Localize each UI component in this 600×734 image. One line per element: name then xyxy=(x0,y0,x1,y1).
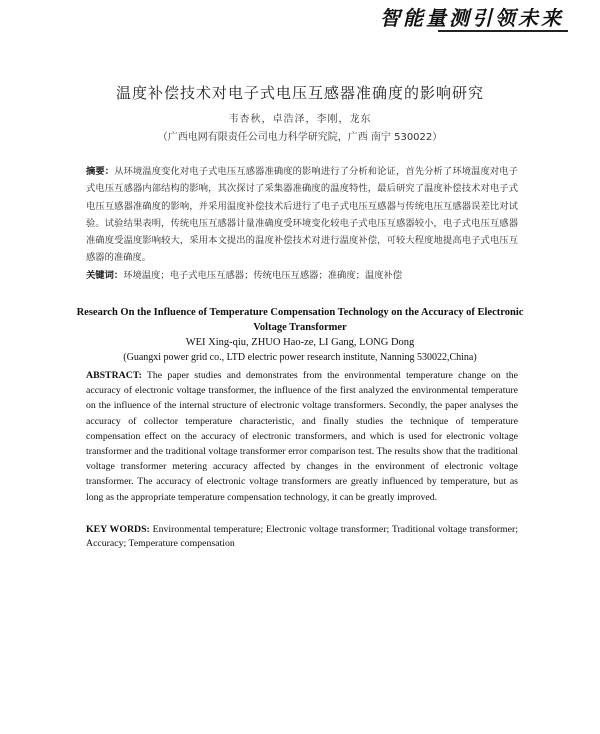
masthead-underline xyxy=(438,30,568,32)
english-abstract-label: ABSTRACT: xyxy=(86,370,142,381)
english-title: Research On the Influence of Temperature Compensation Technology on the Accuracy of Electronic Voltage Transformer xyxy=(76,307,524,333)
chinese-keywords-label: 关键词： xyxy=(86,270,124,281)
journal-masthead: 智能量测引领未来 xyxy=(380,6,564,30)
english-affiliation: (Guangxi power grid co., LTD electric power research institute, Nanning 530022,China) xyxy=(123,352,477,363)
english-abstract-text: The paper studies and demonstrates from the environmental temperature change on the accuracy of electronic voltage transformer, the influence of the first analyzed the environmental temperature on the influence of the internal structure of electronic voltage transformers. Secondly, the paper analyses the accuracy of collector temperature characteristic, and finally studies the technique of temperature compensation effect on the accuracy of electronic transformers, and which is used for electronic voltage transformer and the traditional voltage transformer error comparison test. The results show that the traditional voltage transformer metering accuracy affected by changes in the environment of electronic voltage transformer. The accuracy of electronic voltage transformers are greatly influenced by temperature, but as long as the appropriate temperature compensation technology, it can be greatly improved. xyxy=(86,370,518,503)
english-keywords-label: KEY WORDS: xyxy=(86,524,150,535)
chinese-abstract xyxy=(86,163,518,267)
english-abstract xyxy=(86,368,518,505)
chinese-affiliation: （广西电网有限责任公司电力科学研究院，广西 南宁 530022） xyxy=(157,132,443,143)
english-keywords-text: Environmental temperature; Electronic voltage transformer; Traditional voltage transformer; Accuracy; Temperature compensation xyxy=(86,524,518,549)
english-keywords xyxy=(86,523,518,551)
chinese-authors: 韦杏秋，卓浩泽，李刚，龙东 xyxy=(228,114,372,125)
english-authors: WEI Xing-qiu, ZHUO Hao-ze, LI Gang, LONG Dong xyxy=(185,337,415,348)
chinese-abstract-label: 摘要： xyxy=(86,166,115,177)
chinese-abstract-text: 从环境温度变化对电子式电压互感器准确度的影响进行了分析和论证，首先分析了环境温度对电子式电压互感器内部结构的影响，其次探讨了采集器准确度的温度特性，最后研究了温度补偿技术对电子式电压互感器准确度的影响，并采用温度补偿技术后进行了电子式电压互感器与传统电压互感器误差比对试验。试验结果表明，传统电压互感器计量准确度受环境变化较电子式电压互感器较小，电子式电压互感器准确度受温度影响较大，采用本文提出的温度补偿技术对进行温度补偿，可较大程度地提高电子式电压互感器的准确度。 xyxy=(86,166,518,264)
chinese-title: 温度补偿技术对电子式电压互感器准确度的影响研究 xyxy=(115,84,484,102)
chinese-keywords xyxy=(86,268,518,283)
chinese-keywords-text: 环境温度；电子式电压互感器；传统电压互感器；准确度；温度补偿 xyxy=(123,270,403,281)
